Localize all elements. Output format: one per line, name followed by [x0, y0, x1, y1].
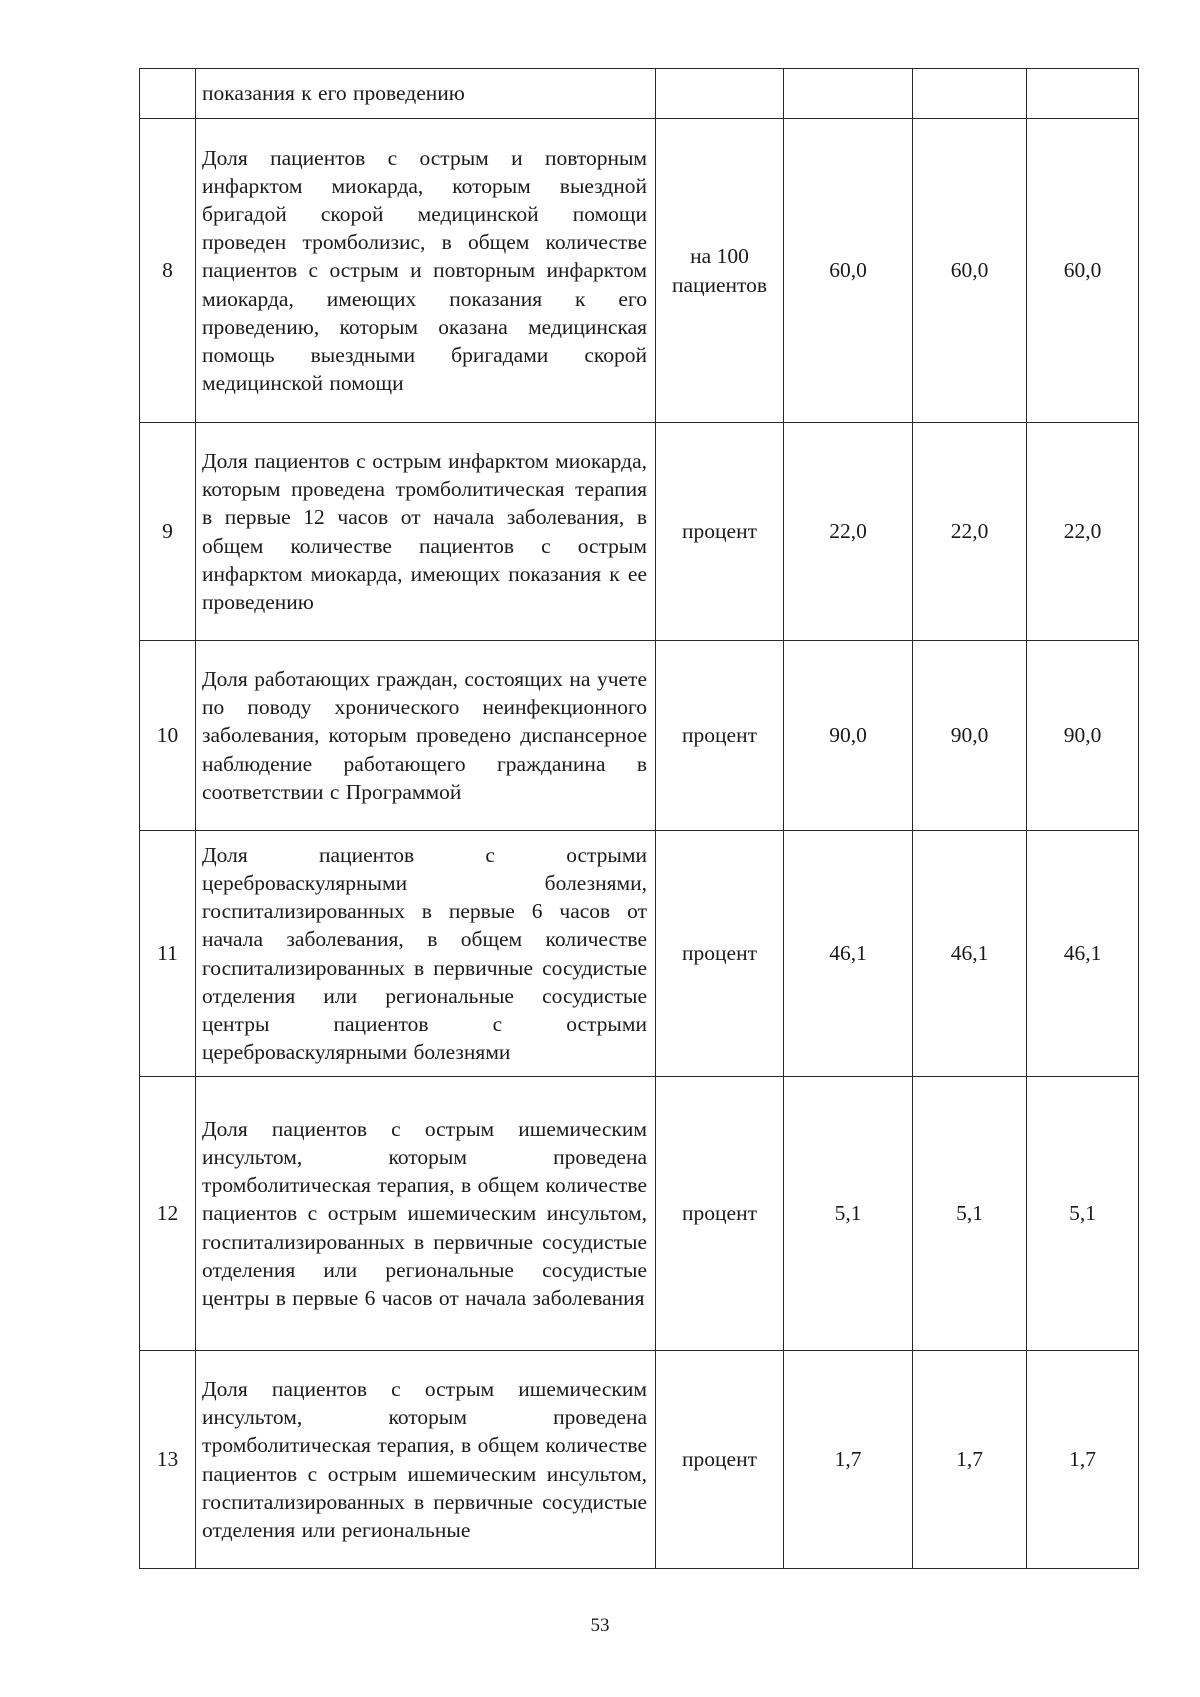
value-year-1: 60,0 — [784, 119, 913, 423]
table-row — [140, 119, 1139, 423]
indicator-description: Доля пациентов с острыми цереброваскулярными болезнями, госпитализированных в первые 6 часов от начала заболевания, в общем количестве госпитализированных в первичные сосудистые отделения или региональные сосудистые центры пациентов с острыми цереброваскулярными болезнями — [196, 831, 656, 1077]
row-number — [140, 69, 196, 119]
row-number: 8 — [140, 119, 196, 423]
value-year-2: 5,1 — [913, 1077, 1027, 1351]
unit-of-measure: процент — [656, 1351, 784, 1569]
unit-of-measure: процент — [656, 423, 784, 641]
value-year-2: 46,1 — [913, 831, 1027, 1077]
table-row — [140, 831, 1139, 1077]
unit-of-measure: процент — [656, 1077, 784, 1351]
row-number: 11 — [140, 831, 196, 1077]
row-number: 12 — [140, 1077, 196, 1351]
table-row — [140, 641, 1139, 831]
value-year-3: 60,0 — [1027, 119, 1139, 423]
value-year-2: 22,0 — [913, 423, 1027, 641]
indicator-description: Доля пациентов с острым и повторным инфарктом миокарда, которым выездной бригадой скорой медицинской помощи проведен тромболизис, в общем количестве пациентов с острым и повторным инфарктом миокарда, имеющих показания к его проведению, которым оказана медицинская помощь выездными бригадами скорой медицинской помощи — [196, 119, 656, 423]
value-year-3: 1,7 — [1027, 1351, 1139, 1569]
unit-of-measure — [656, 69, 784, 119]
indicator-description: Доля пациентов с острым ишемическим инсультом, которым проведена тромболитическая терапия, в общем количестве пациентов с острым ишемическим инсультом, госпитализированных в первичные сосудистые отделения или региональные — [196, 1351, 656, 1569]
unit-of-measure: процент — [656, 641, 784, 831]
unit-of-measure: на 100 пациентов — [656, 119, 784, 423]
row-number: 9 — [140, 423, 196, 641]
value-year-1: 1,7 — [784, 1351, 913, 1569]
value-year-3: 46,1 — [1027, 831, 1139, 1077]
table-row — [140, 69, 1139, 119]
row-number: 10 — [140, 641, 196, 831]
value-year-1: 5,1 — [784, 1077, 913, 1351]
value-year-2: 90,0 — [913, 641, 1027, 831]
value-year-3 — [1027, 69, 1139, 119]
value-year-1: 46,1 — [784, 831, 913, 1077]
table-row — [140, 1351, 1139, 1569]
indicator-description: Доля работающих граждан, состоящих на учете по поводу хронического неинфекционного заболевания, которым проведено диспансерное наблюдение работающего гражданина в соответствии с Программой — [196, 641, 656, 831]
value-year-2: 60,0 — [913, 119, 1027, 423]
table-row — [140, 1077, 1139, 1351]
value-year-3: 5,1 — [1027, 1077, 1139, 1351]
value-year-3: 90,0 — [1027, 641, 1139, 831]
value-year-1: 90,0 — [784, 641, 913, 831]
indicator-description: Доля пациентов с острым ишемическим инсультом, которым проведена тромболитическая терапия, в общем количестве пациентов с острым ишемическим инсультом, госпитализированных в первичные сосудистые отделения или региональные сосудистые центры в первые 6 часов от начала заболевания — [196, 1077, 656, 1351]
table-row — [140, 423, 1139, 641]
row-number: 13 — [140, 1351, 196, 1569]
value-year-3: 22,0 — [1027, 423, 1139, 641]
indicator-description: Доля пациентов с острым инфарктом миокарда, которым проведена тромболитическая терапия в первые 12 часов от начала заболевания, в общем количестве пациентов с острым инфарктом миокарда, имеющих показания к ее проведению — [196, 423, 656, 641]
indicator-description: показания к его проведению — [196, 69, 656, 119]
value-year-2 — [913, 69, 1027, 119]
indicators-table — [139, 68, 1139, 1569]
value-year-1: 22,0 — [784, 423, 913, 641]
unit-of-measure: процент — [656, 831, 784, 1077]
page-number: 53 — [590, 1615, 610, 1636]
value-year-1 — [784, 69, 913, 119]
value-year-2: 1,7 — [913, 1351, 1027, 1569]
